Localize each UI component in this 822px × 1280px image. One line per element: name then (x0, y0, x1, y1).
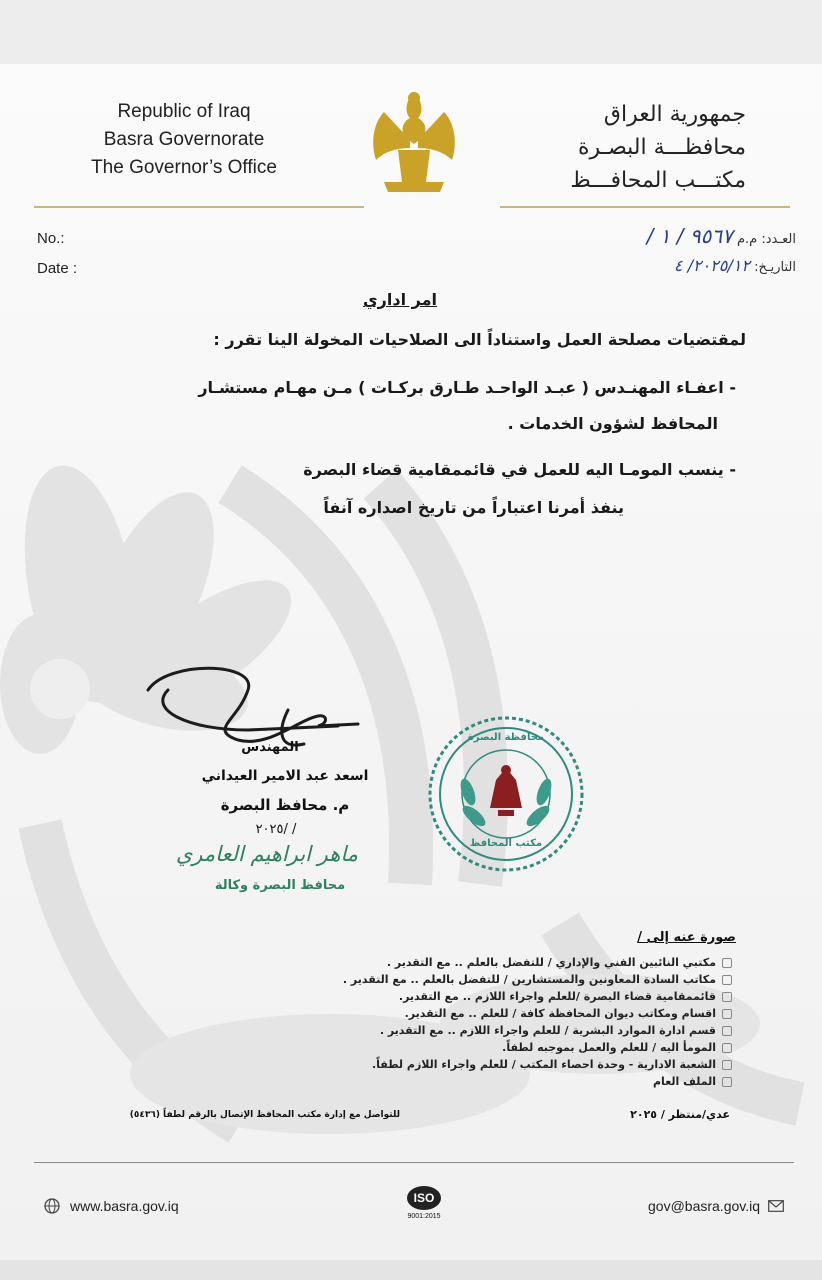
header-en-line-3: The Governor’s Office (91, 157, 277, 178)
header-arabic (520, 98, 746, 197)
checkbox-icon (722, 1077, 732, 1087)
footer-website[interactable] (44, 1198, 179, 1214)
header-ar-line-3: مكتـــب المحافـــظ (570, 168, 746, 193)
ar-date-label: التاريـخ: (754, 260, 796, 275)
ar-date-value: ٢٠٢٥/١٢/ ٤ (673, 256, 750, 275)
cc-item (300, 988, 732, 1005)
ar-date-line (560, 256, 796, 275)
acting-stamp-role: محافظ البصرة وكالة (214, 878, 346, 893)
order-title: امر اداري (363, 290, 437, 309)
cc-item-text: الشعبة الادارية - وحدة احصاء المكتب / للعلم واجراء اللازم لطفاً. (371, 1058, 716, 1071)
checkbox-icon (722, 1009, 732, 1019)
cc-item (300, 1056, 732, 1073)
cc-item-text: الملف العام (653, 1075, 716, 1088)
iso-logo-icon: ISO (407, 1186, 441, 1210)
no-label: No.: (37, 230, 65, 247)
order-item-1-line-1: - اعفـاء المهنـدس ( عبـد الواحـد طـارق بركـات ) مـن مهـام مستشـار (198, 378, 736, 397)
iso-code: 9001:2015 (407, 1213, 441, 1220)
header-divider-left (34, 206, 364, 208)
cc-item-text: المومأ اليه / للعلم والعمل بموجبه لطفاً. (502, 1041, 716, 1054)
iso-badge (396, 1186, 452, 1220)
acting-stamp-name: ماهر ابراهيم العامري (175, 842, 358, 866)
cc-item-text: مكتبي النائبين الفني والإداري / للتفضل بالعلم .. مع التقدير . (386, 956, 716, 969)
cc-item-text: اقسام ومكاتب ديوان المحافظة كافة / للعلم .. مع التقدير. (404, 1007, 716, 1020)
header-ar-line-2: محافظـــة البصـرة (577, 135, 746, 160)
cc-item (300, 1039, 732, 1056)
checkbox-icon (722, 992, 732, 1002)
cc-item-text: مكاتب السادة المعاونين والمستشارين / للتفضل بالعلم .. مع التقدير . (342, 973, 716, 986)
order-item-2: - ينسب المومـا اليه للعمل في قائممقامية قضاء البصرة (303, 460, 736, 479)
order-closing: ينفذ أمرنا اعتباراً من تاريخ اصداره آنفاً (323, 498, 624, 517)
signature-date: / /٢٠٢٥ (255, 822, 297, 837)
globe-icon (44, 1198, 60, 1214)
cc-item-text: قسم ادارة الموارد البشرية / للعلم واجراء اللازم .. مع التقدير . (379, 1024, 716, 1037)
ar-number-label: العـدد: م.م (736, 232, 796, 247)
signatory-position: م. محافظ البصرة (220, 796, 350, 814)
cc-item (300, 954, 732, 971)
seal-top-text: محافظة البصرة (467, 732, 545, 743)
header-en-line-2: Basra Governorate (103, 129, 265, 150)
ar-number-line (560, 224, 796, 248)
official-seal (426, 714, 586, 874)
reference-initials: عدي/منتظر / ٢٠٢٥ (630, 1108, 730, 1121)
cc-item-text: قائممقامية قضاء البصرة /للعلم واجراء اللازم .. مع التقدير. (398, 990, 716, 1003)
gold-eagle-emblem (354, 82, 474, 202)
checkbox-icon (722, 1060, 732, 1070)
footer-email[interactable] (648, 1198, 784, 1214)
bottom-border-strip (0, 1260, 822, 1280)
date-label: Date : (37, 260, 78, 277)
checkbox-icon (722, 1043, 732, 1053)
checkbox-icon (722, 958, 732, 968)
cc-item (300, 1073, 732, 1090)
cc-item (300, 971, 732, 988)
contact-note: للتواصل مع إدارة مكتب المحافظ الإتصال بالرقم لطفاً (٥٤٣٦) (129, 1110, 400, 1120)
top-border-strip (0, 0, 822, 64)
header-ar-line-1: جمهورية العراق (603, 102, 746, 127)
order-intro: لمقتضيات مصلحة العمل واستناداً الى الصلاحيات المخولة الينا تقرر : (213, 330, 746, 349)
signatory-name: اسعد عبد الامير العيداني (201, 768, 369, 784)
document-page (0, 64, 822, 1260)
cc-heading: صورة عنه إلى / (637, 930, 736, 945)
header-divider-right (500, 206, 790, 208)
cc-item (300, 1005, 732, 1022)
header-en-line-1: Republic of Iraq (117, 101, 251, 122)
cc-item (300, 1022, 732, 1039)
website-text: www.basra.gov.iq (70, 1198, 179, 1214)
checkbox-icon (722, 1026, 732, 1036)
email-text: gov@basra.gov.iq (648, 1198, 761, 1214)
header-english (74, 98, 294, 182)
cc-list (300, 954, 732, 1090)
footer-divider (34, 1162, 794, 1163)
mail-icon (768, 1200, 784, 1212)
ar-number-value: ٩٥٦٧ / ١ / (646, 224, 733, 248)
order-item-1-line-2: المحافظ لشؤون الخدمات . (507, 414, 718, 433)
signature-title: المهندس (241, 740, 299, 755)
checkbox-icon (722, 975, 732, 985)
seal-bottom-text: مكتب المحافظ (469, 838, 543, 849)
